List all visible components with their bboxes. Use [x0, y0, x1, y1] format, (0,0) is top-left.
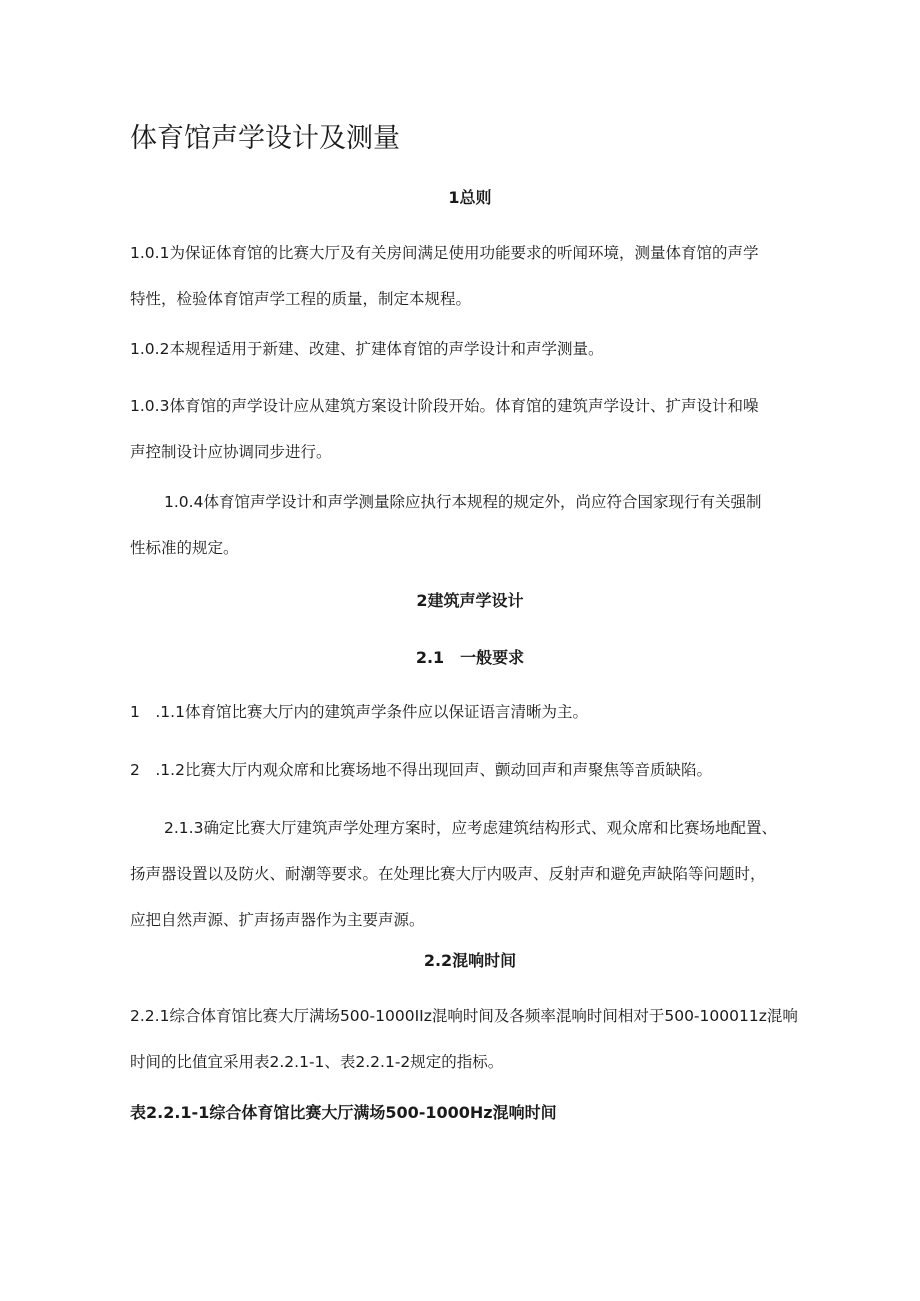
paragraph-line: 声控制设计应协调同步进行。	[130, 443, 332, 461]
table-caption: 表2.2.1-1综合体育馆比赛大厅满场500-1000Hz混响时间	[130, 1103, 557, 1122]
document-title: 体育馆声学设计及测量	[130, 123, 400, 154]
paragraph-line: 1 .1.1体育馆比赛大厅内的建筑声学条件应以保证语言清晰为主。	[130, 703, 588, 721]
paragraph-1-0-1	[130, 230, 820, 322]
paragraph-line: 1.0.4体育馆声学设计和声学测量除应执行本规程的规定外，尚应符合国家现行有关强制	[164, 493, 762, 511]
section-heading-2: 2建筑声学设计	[416, 591, 524, 610]
paragraph-line: 2.1.3确定比赛大厅建筑声学处理方案时，应考虑建筑结构形式、观众席和比赛场地配置、	[164, 819, 777, 837]
paragraph-line: 扬声器设置以及防火、耐潮等要求。在处理比赛大厅内吸声、反射声和避免声缺陷等问题时，	[130, 865, 766, 883]
paragraph-line: 1.0.3体育馆的声学设计应从建筑方案设计阶段开始。体育馆的建筑声学设计、扩声设计和噪	[130, 397, 759, 415]
paragraph-1-0-4	[130, 479, 820, 571]
paragraph-line: 特性，检验体育馆声学工程的质量，制定本规程。	[130, 290, 472, 308]
section-heading-2-1: 2.1 一般要求	[415, 648, 525, 667]
paragraph-1-0-3	[130, 383, 820, 475]
paragraph-line: 1.0.2本规程适用于新建、改建、扩建体育馆的声学设计和声学测量。	[130, 340, 604, 358]
paragraph-line: 时间的比值宜采用表2.2.1-1、表2.2.1-2规定的指标。	[130, 1053, 504, 1071]
paragraph-line: 性标准的规定。	[130, 539, 239, 557]
paragraph-line: 应把自然声源、扩声扬声器作为主要声源。	[130, 911, 425, 929]
section-heading-1: 1总则	[448, 188, 492, 207]
paragraph-2-1-3	[130, 805, 820, 943]
section-heading-2-2: 2.2混响时间	[423, 951, 517, 970]
paragraph-line: 2.2.1综合体育馆比赛大厅满场500-1000IIz混响时间及各频率混响时间相对于500-100011z混响	[130, 1007, 798, 1025]
paragraph-2-1-2	[130, 747, 820, 793]
paragraph-2-1-1	[130, 689, 820, 735]
paragraph-2-2-1	[130, 993, 820, 1085]
paragraph-1-0-2	[130, 326, 820, 372]
paragraph-line: 1.0.1为保证体育馆的比赛大厅及有关房间满足使用功能要求的听闻环境，测量体育馆的声学	[130, 244, 759, 262]
paragraph-line: 2 .1.2比赛大厅内观众席和比赛场地不得出现回声、颤动回声和声聚焦等音质缺陷。	[130, 761, 712, 779]
